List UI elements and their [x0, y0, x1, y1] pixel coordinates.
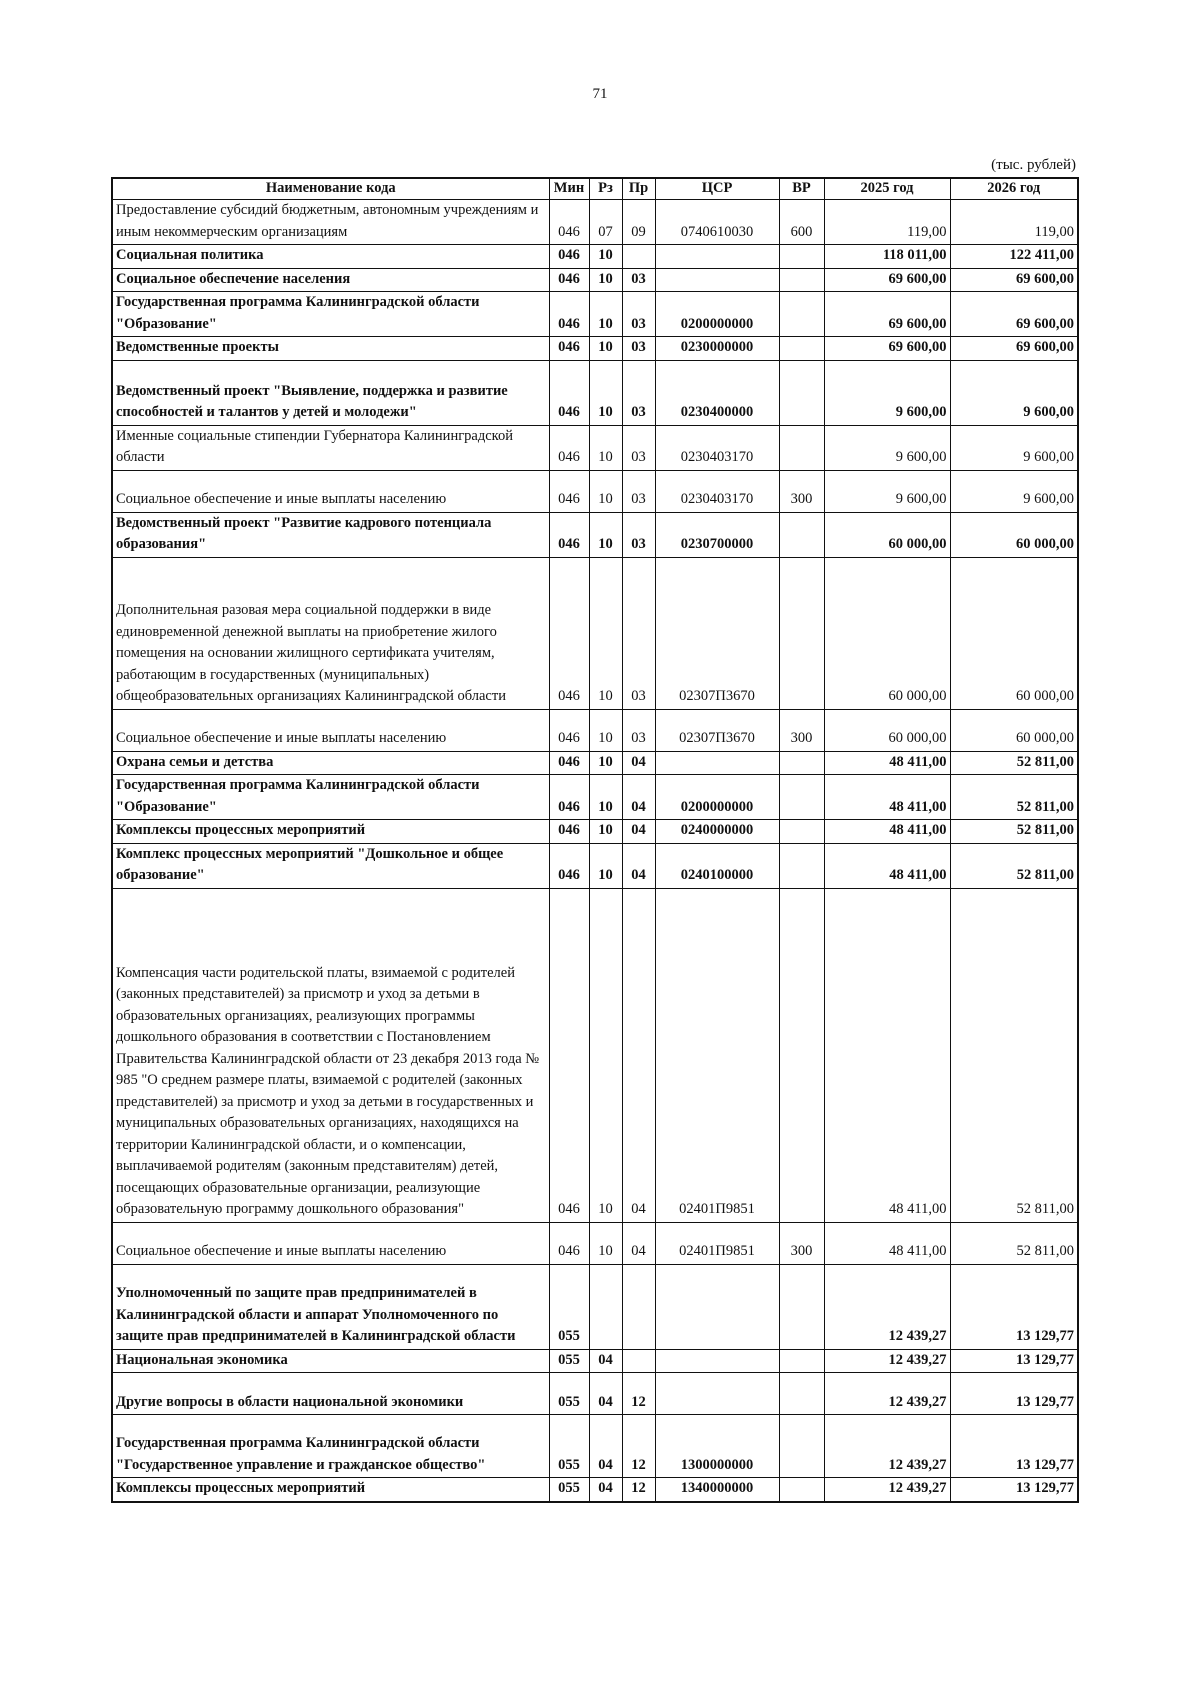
- cell-pr: 04: [622, 775, 655, 820]
- table-row: [112, 1373, 1078, 1415]
- cell-vr: [779, 1264, 824, 1349]
- cell-name: Социальное обеспечение и иные выплаты населению: [112, 709, 549, 751]
- cell-y2026: 69 600,00: [950, 292, 1078, 337]
- cell-y2025: 119,00: [824, 200, 950, 245]
- cell-name: Дополнительная разовая мера социальной поддержки в виде единовременной денежной выплаты на приобретение жилого помещения на основании жилищного сертификата учителям, работающим в государственных (муниципальных) общеобразовательных организациях Калининградской области: [112, 557, 549, 709]
- cell-rz: 10: [589, 268, 622, 292]
- cell-pr: 03: [622, 470, 655, 512]
- cell-y2025: 48 411,00: [824, 751, 950, 775]
- cell-vr: [779, 557, 824, 709]
- cell-y2025: 12 439,27: [824, 1415, 950, 1478]
- cell-min: 055: [549, 1415, 589, 1478]
- cell-min: 046: [549, 200, 589, 245]
- cell-name: Ведомственный проект "Выявление, поддержка и развитие способностей и талантов у детей и молодежи": [112, 360, 549, 425]
- units-label: (тыс. рублей): [991, 157, 1076, 173]
- cell-y2025: 48 411,00: [824, 775, 950, 820]
- cell-y2026: 60 000,00: [950, 557, 1078, 709]
- cell-name: Комплексы процессных мероприятий: [112, 820, 549, 844]
- cell-y2025: 12 439,27: [824, 1373, 950, 1415]
- cell-y2026: 52 811,00: [950, 1222, 1078, 1264]
- cell-vr: [779, 360, 824, 425]
- cell-vr: [779, 292, 824, 337]
- cell-y2026: 52 811,00: [950, 775, 1078, 820]
- cell-min: 046: [549, 1222, 589, 1264]
- cell-csr: 0230403170: [655, 425, 779, 470]
- cell-min: 046: [549, 775, 589, 820]
- budget-table: [111, 177, 1079, 1503]
- cell-y2025: 60 000,00: [824, 557, 950, 709]
- table-row: [112, 292, 1078, 337]
- cell-name: Уполномоченный по защите прав предпринимателей в Калининградской области и аппарат Уполномоченного по защите прав предпринимателей в Калининградской области: [112, 1264, 549, 1349]
- cell-pr: 04: [622, 1222, 655, 1264]
- cell-y2025: 118 011,00: [824, 245, 950, 269]
- cell-rz: 10: [589, 888, 622, 1222]
- cell-y2025: 48 411,00: [824, 820, 950, 844]
- cell-pr: 03: [622, 360, 655, 425]
- cell-vr: [779, 775, 824, 820]
- cell-csr: [655, 1373, 779, 1415]
- cell-name: Социальное обеспечение населения: [112, 268, 549, 292]
- cell-csr: 02307П3670: [655, 557, 779, 709]
- cell-rz: 10: [589, 751, 622, 775]
- cell-min: 046: [549, 360, 589, 425]
- cell-y2026: 69 600,00: [950, 268, 1078, 292]
- table-row: [112, 1264, 1078, 1349]
- cell-y2026: 122 411,00: [950, 245, 1078, 269]
- cell-y2026: 13 129,77: [950, 1478, 1078, 1502]
- cell-rz: 10: [589, 820, 622, 844]
- table-row: [112, 512, 1078, 557]
- table-header-row: [112, 178, 1078, 200]
- cell-pr: 03: [622, 557, 655, 709]
- header-vr: ВР: [779, 178, 824, 200]
- cell-min: 046: [549, 709, 589, 751]
- cell-rz: 10: [589, 245, 622, 269]
- cell-rz: 10: [589, 557, 622, 709]
- cell-csr: [655, 751, 779, 775]
- cell-name: Государственная программа Калининградской области "Государственное управление и гражданское общество": [112, 1415, 549, 1478]
- cell-vr: [779, 843, 824, 888]
- cell-name: Другие вопросы в области национальной экономики: [112, 1373, 549, 1415]
- table-row: [112, 1478, 1078, 1502]
- cell-min: 046: [549, 557, 589, 709]
- cell-y2025: 60 000,00: [824, 709, 950, 751]
- cell-rz: 10: [589, 292, 622, 337]
- cell-csr: 02401П9851: [655, 1222, 779, 1264]
- cell-pr: [622, 245, 655, 269]
- header-2025: 2025 год: [824, 178, 950, 200]
- cell-name: Охрана семьи и детства: [112, 751, 549, 775]
- cell-rz: 10: [589, 337, 622, 361]
- cell-y2026: 9 600,00: [950, 470, 1078, 512]
- cell-name: Социальная политика: [112, 245, 549, 269]
- cell-rz: 04: [589, 1415, 622, 1478]
- cell-y2026: 52 811,00: [950, 751, 1078, 775]
- table-row: [112, 843, 1078, 888]
- cell-csr: 1340000000: [655, 1478, 779, 1502]
- table-body: [112, 200, 1078, 1502]
- cell-pr: 12: [622, 1373, 655, 1415]
- cell-rz: 10: [589, 425, 622, 470]
- cell-csr: 0230000000: [655, 337, 779, 361]
- cell-y2025: 69 600,00: [824, 292, 950, 337]
- table-row: [112, 751, 1078, 775]
- cell-min: 046: [549, 512, 589, 557]
- table-row: [112, 245, 1078, 269]
- cell-pr: 03: [622, 425, 655, 470]
- cell-name: Ведомственные проекты: [112, 337, 549, 361]
- cell-rz: 04: [589, 1373, 622, 1415]
- cell-min: 046: [549, 292, 589, 337]
- cell-rz: 07: [589, 200, 622, 245]
- cell-min: 055: [549, 1264, 589, 1349]
- cell-pr: 03: [622, 337, 655, 361]
- cell-csr: 02307П3670: [655, 709, 779, 751]
- cell-min: 046: [549, 245, 589, 269]
- cell-csr: 0200000000: [655, 292, 779, 337]
- cell-y2026: 9 600,00: [950, 360, 1078, 425]
- table-row: [112, 268, 1078, 292]
- table-row: [112, 709, 1078, 751]
- cell-min: 055: [549, 1478, 589, 1502]
- cell-rz: 10: [589, 1222, 622, 1264]
- cell-y2025: 69 600,00: [824, 268, 950, 292]
- cell-y2026: 13 129,77: [950, 1349, 1078, 1373]
- cell-vr: [779, 245, 824, 269]
- cell-y2026: 13 129,77: [950, 1264, 1078, 1349]
- cell-rz: 04: [589, 1349, 622, 1373]
- cell-min: 046: [549, 843, 589, 888]
- cell-min: 046: [549, 751, 589, 775]
- cell-vr: [779, 1478, 824, 1502]
- header-csr: ЦСР: [655, 178, 779, 200]
- cell-y2026: 52 811,00: [950, 843, 1078, 888]
- table-row: [112, 337, 1078, 361]
- cell-vr: 300: [779, 470, 824, 512]
- cell-name: Социальное обеспечение и иные выплаты населению: [112, 1222, 549, 1264]
- cell-csr: 1300000000: [655, 1415, 779, 1478]
- cell-y2026: 13 129,77: [950, 1373, 1078, 1415]
- cell-csr: 0230400000: [655, 360, 779, 425]
- cell-name: Государственная программа Калининградской области "Образование": [112, 292, 549, 337]
- cell-vr: [779, 512, 824, 557]
- cell-name: Предоставление субсидий бюджетным, автономным учреждениям и иным некоммерческим организациям: [112, 200, 549, 245]
- cell-name: Комплексы процессных мероприятий: [112, 1478, 549, 1502]
- cell-name: Компенсация части родительской платы, взимаемой с родителей (законных представителей) за присмотр и уход за детьми в образовательных организациях, реализующих программы дошкольного образования в соответствии с Постановлением Правительства Калининградской области от 23 декабря 2013 года № 985 "О среднем размере платы, взимаемой с родителей (законных представителей) за присмотр и уход за детьми в государственных и муниципальных образовательных организациях, находящихся на территории Калининградской области, и о компенсации, выплачиваемой родителям (законным представителям) детей, посещающих образовательные организации, реализующие образовательную программу дошкольного образования": [112, 888, 549, 1222]
- cell-min: 055: [549, 1349, 589, 1373]
- cell-y2026: 52 811,00: [950, 820, 1078, 844]
- table-row: [112, 820, 1078, 844]
- cell-pr: 04: [622, 843, 655, 888]
- cell-vr: [779, 1349, 824, 1373]
- cell-csr: [655, 1349, 779, 1373]
- cell-name: Именные социальные стипендии Губернатора Калининградской области: [112, 425, 549, 470]
- cell-y2026: 69 600,00: [950, 337, 1078, 361]
- cell-min: 046: [549, 820, 589, 844]
- cell-csr: 0200000000: [655, 775, 779, 820]
- cell-vr: [779, 268, 824, 292]
- cell-y2025: 12 439,27: [824, 1478, 950, 1502]
- cell-vr: [779, 1373, 824, 1415]
- cell-vr: [779, 888, 824, 1222]
- cell-pr: 04: [622, 888, 655, 1222]
- cell-y2025: 9 600,00: [824, 360, 950, 425]
- cell-y2025: 12 439,27: [824, 1264, 950, 1349]
- cell-rz: [589, 1264, 622, 1349]
- cell-min: 046: [549, 425, 589, 470]
- cell-vr: [779, 1415, 824, 1478]
- cell-min: 046: [549, 337, 589, 361]
- cell-pr: [622, 1349, 655, 1373]
- cell-csr: 0240100000: [655, 843, 779, 888]
- cell-y2026: 9 600,00: [950, 425, 1078, 470]
- cell-csr: [655, 1264, 779, 1349]
- table-row: [112, 1222, 1078, 1264]
- cell-csr: 0230403170: [655, 470, 779, 512]
- cell-y2026: 119,00: [950, 200, 1078, 245]
- cell-vr: [779, 820, 824, 844]
- cell-csr: 0240000000: [655, 820, 779, 844]
- cell-rz: 10: [589, 843, 622, 888]
- cell-pr: 09: [622, 200, 655, 245]
- cell-min: 046: [549, 268, 589, 292]
- cell-csr: 0230700000: [655, 512, 779, 557]
- table-row: [112, 1349, 1078, 1373]
- cell-rz: 10: [589, 470, 622, 512]
- cell-y2025: 48 411,00: [824, 888, 950, 1222]
- table-row: [112, 360, 1078, 425]
- cell-name: Государственная программа Калининградской области "Образование": [112, 775, 549, 820]
- header-2026: 2026 год: [950, 178, 1078, 200]
- cell-y2025: 60 000,00: [824, 512, 950, 557]
- cell-rz: 10: [589, 512, 622, 557]
- cell-y2026: 13 129,77: [950, 1415, 1078, 1478]
- header-min: Мин: [549, 178, 589, 200]
- cell-y2025: 9 600,00: [824, 470, 950, 512]
- cell-csr: 02401П9851: [655, 888, 779, 1222]
- table-row: [112, 425, 1078, 470]
- cell-pr: 04: [622, 820, 655, 844]
- table-row: [112, 557, 1078, 709]
- table-row: [112, 888, 1078, 1222]
- cell-rz: 10: [589, 360, 622, 425]
- cell-rz: 10: [589, 709, 622, 751]
- cell-y2025: 69 600,00: [824, 337, 950, 361]
- cell-vr: 300: [779, 709, 824, 751]
- header-rz: Рз: [589, 178, 622, 200]
- cell-csr: 0740610030: [655, 200, 779, 245]
- cell-y2025: 48 411,00: [824, 843, 950, 888]
- cell-vr: [779, 751, 824, 775]
- cell-name: Комплекс процессных мероприятий "Дошкольное и общее образование": [112, 843, 549, 888]
- header-name: Наименование кода: [112, 178, 549, 200]
- cell-rz: 10: [589, 775, 622, 820]
- cell-min: 046: [549, 888, 589, 1222]
- cell-csr: [655, 268, 779, 292]
- table-row: [112, 775, 1078, 820]
- cell-pr: 04: [622, 751, 655, 775]
- cell-rz: 04: [589, 1478, 622, 1502]
- table-row: [112, 470, 1078, 512]
- cell-min: 046: [549, 470, 589, 512]
- cell-vr: [779, 337, 824, 361]
- cell-y2026: 60 000,00: [950, 709, 1078, 751]
- cell-vr: 300: [779, 1222, 824, 1264]
- cell-name: Социальное обеспечение и иные выплаты населению: [112, 470, 549, 512]
- header-pr: Пр: [622, 178, 655, 200]
- cell-y2025: 9 600,00: [824, 425, 950, 470]
- table-row: [112, 1415, 1078, 1478]
- cell-y2026: 60 000,00: [950, 512, 1078, 557]
- cell-min: 055: [549, 1373, 589, 1415]
- page-number: 71: [592, 86, 608, 102]
- cell-vr: 600: [779, 200, 824, 245]
- cell-pr: 12: [622, 1415, 655, 1478]
- cell-pr: 12: [622, 1478, 655, 1502]
- cell-pr: 03: [622, 709, 655, 751]
- cell-csr: [655, 245, 779, 269]
- cell-vr: [779, 425, 824, 470]
- table-row: [112, 200, 1078, 245]
- cell-pr: [622, 1264, 655, 1349]
- cell-pr: 03: [622, 268, 655, 292]
- cell-y2025: 48 411,00: [824, 1222, 950, 1264]
- cell-y2026: 52 811,00: [950, 888, 1078, 1222]
- cell-name: Ведомственный проект "Развитие кадрового потенциала образования": [112, 512, 549, 557]
- cell-pr: 03: [622, 292, 655, 337]
- cell-y2025: 12 439,27: [824, 1349, 950, 1373]
- cell-name: Национальная экономика: [112, 1349, 549, 1373]
- cell-pr: 03: [622, 512, 655, 557]
